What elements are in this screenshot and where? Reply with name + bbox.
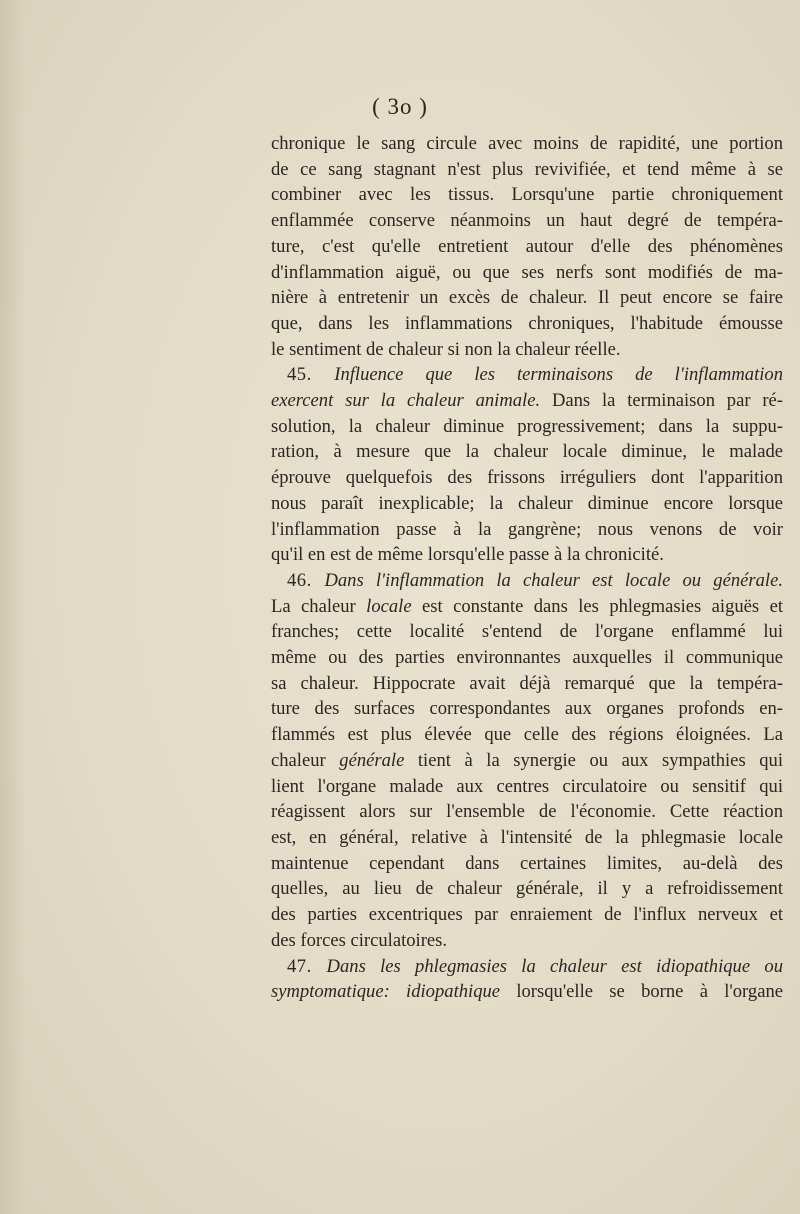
section-number: 47. [287, 955, 327, 977]
section-number: 45. [287, 364, 335, 386]
section-title: symptomatique: idiopathique [271, 981, 501, 1003]
text-line: chronique le sang circule avec moins de rapidité, une portion [271, 133, 783, 154]
text-line: d'inflammation aiguë, ou que ses nerfs sont modifiés de ma- [271, 261, 783, 283]
text-line: réagissent alors sur l'ensemble de l'économie. Cette réaction [271, 801, 783, 823]
text-line: exercent sur la chaleur animale. Dans la terminaison par ré- [271, 390, 783, 412]
text-line: ture, c'est qu'elle entretient autour d'elle des phénomènes [271, 235, 783, 257]
text-line: maintenue cependant dans certaines limites, au-delà des [271, 852, 783, 874]
text-line: sa chaleur. Hippocrate avait déjà remarqué que la tempéra- [271, 672, 783, 694]
text-line: enflammée conserve néanmoins un haut degré de tempéra- [271, 210, 783, 232]
text-line: des parties excentriques par enraiement de l'influx nerveux et [271, 904, 783, 926]
text-line: des forces circulatoires. [271, 929, 448, 951]
section-45-heading [271, 362, 783, 388]
text-line: quelles, au lieu de chaleur générale, il y a refroidissement [271, 878, 783, 900]
emphasis: générale [339, 749, 405, 771]
text-line: lient l'organe malade aux centres circulatoire ou sensitif qui [271, 775, 783, 797]
section-46-heading [271, 568, 783, 594]
section-title: Dans les phlegmasies la chaleur est idiopathique ou [326, 955, 783, 977]
section-title: Influence que les terminaisons de l'inflammation [334, 364, 783, 386]
text-line: de ce sang stagnant n'est plus revivifiée, et tend même à se [271, 158, 783, 180]
text-line: nous paraît inexplicable; la chaleur diminue encore lorsque [271, 492, 783, 514]
text-line: La chaleur locale est constante dans les phlegmasies aiguës et [271, 595, 784, 617]
text-line: l'inflammation passe à la gangrène; nous venons de voir [271, 518, 783, 540]
text-line: solution, la chaleur diminue progressivement; dans la suppu- [271, 415, 783, 437]
text-line: même ou des parties environnantes auxquelles il communique [271, 647, 783, 669]
text-line: ration, à mesure que la chaleur locale diminue, le malade [271, 441, 783, 463]
text-line: le sentiment de chaleur si non la chaleur réelle. [271, 338, 621, 360]
text-line: symptomatique: idiopathique lorsqu'elle se borne à l'organe [271, 981, 783, 1003]
section-number: 46. [287, 569, 325, 591]
text-line: flammés est plus élevée que celle des régions éloignées. La [271, 724, 783, 746]
page-number: ( 3o ) [372, 94, 428, 119]
body-text [271, 131, 783, 1005]
section-title: Dans l'inflammation la chaleur est locale ou générale. [324, 569, 784, 591]
text-line: est, en général, relative à l'intensité de la phlegmasie locale [271, 826, 783, 848]
page-gutter-shadow [0, 0, 26, 1214]
text-line: chaleur générale tient à la synergie ou aux sympathies qui [271, 749, 783, 771]
section-title: exercent sur la chaleur animale. [271, 390, 541, 412]
text-line: franches; cette localité s'entend de l'organe enflammé lui [271, 621, 783, 643]
text-line: que, dans les inflammations chroniques, l'habitude émousse [271, 312, 783, 334]
section-47-heading [271, 954, 783, 980]
emphasis: locale [366, 595, 412, 617]
text-line: nière à entretenir un excès de chaleur. Il peut encore se faire [271, 287, 783, 309]
text-line: qu'il en est de même lorsqu'elle passe à la chronicité. [271, 544, 664, 566]
text-line: combiner avec les tissus. Lorsqu'une partie chroniquement [271, 184, 783, 206]
text-line: ture des surfaces correspondantes aux organes profonds en- [271, 698, 783, 720]
text-line: éprouve quelquefois des frissons irréguliers dont l'apparition [271, 467, 783, 489]
